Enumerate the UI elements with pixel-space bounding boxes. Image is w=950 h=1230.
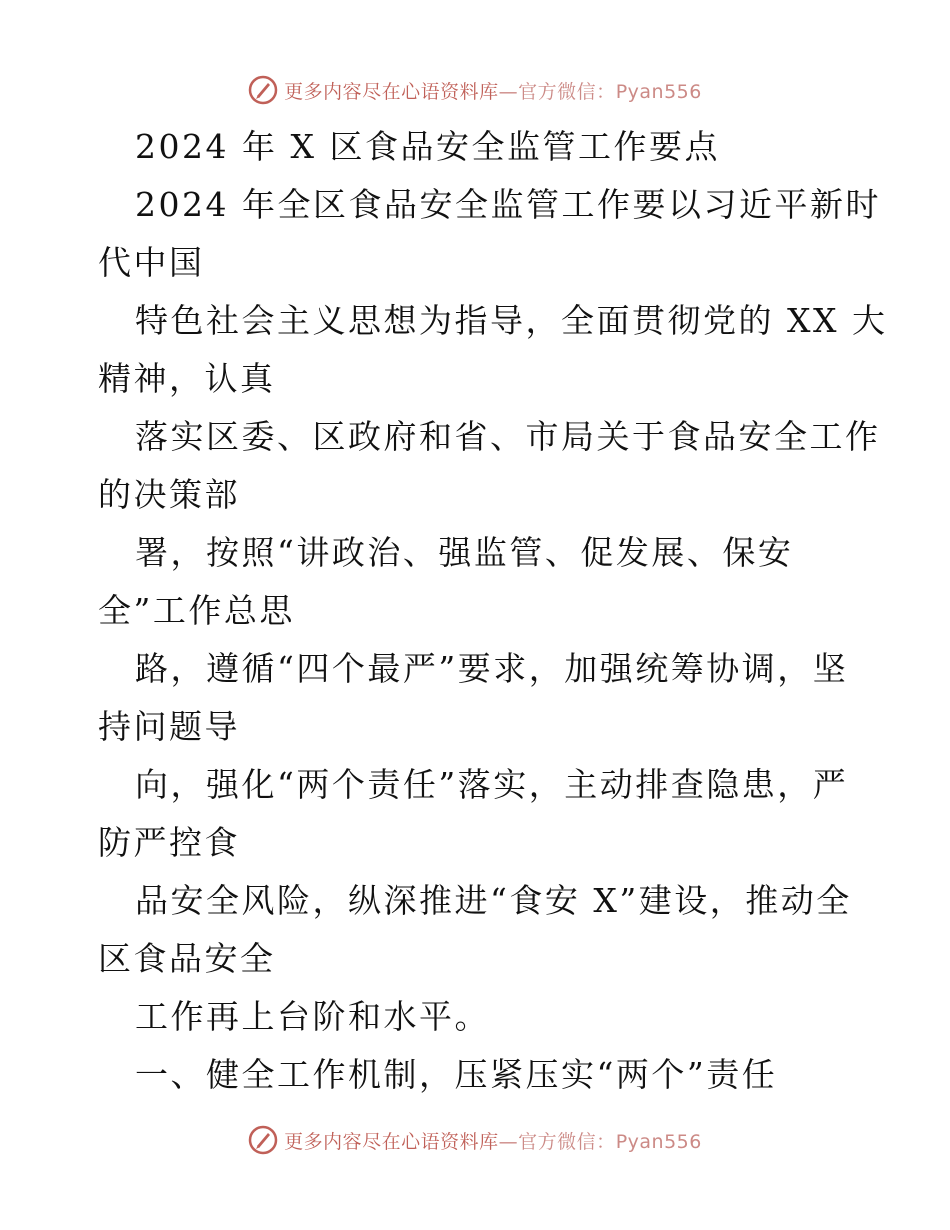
- paragraph-line: 署，按照“讲政治、强监管、促发展、保安: [135, 533, 794, 572]
- header-watermark: [0, 70, 950, 110]
- quill-circle-icon: [248, 1125, 278, 1155]
- paragraph-line: 2024 年全区食品安全监管工作要以习近平新时: [135, 185, 881, 224]
- watermark-text: 更多内容尽在心语资料库—官方微信：Pyan556: [284, 1130, 702, 1153]
- paragraph-line: 工作再上台阶和水平。: [135, 997, 490, 1036]
- footer-watermark: [0, 1120, 950, 1160]
- paragraph-line: 精神，认真: [98, 359, 276, 398]
- paragraph-line: 代中国: [98, 243, 205, 282]
- section-heading: 一、健全工作机制，压紧压实“两个”责任: [135, 1055, 778, 1094]
- paragraph-line: 全”工作总思: [98, 591, 295, 630]
- document-body: [98, 118, 888, 1104]
- paragraph-line: 路，遵循“四个最严”要求，加强统筹协调，坚: [135, 649, 849, 688]
- paragraph-line: 落实区委、区政府和省、市局关于食品安全工作: [135, 417, 881, 456]
- paragraph-line: 防严控食: [98, 823, 240, 862]
- document-title: 2024 年 X 区食品安全监管工作要点: [135, 127, 720, 166]
- quill-circle-icon: [248, 75, 278, 105]
- watermark-text: 更多内容尽在心语资料库—官方微信：Pyan556: [284, 80, 702, 103]
- paragraph-line: 品安全风险，纵深推进“食安 X”建设，推动全: [135, 881, 852, 920]
- paragraph-line: 持问题导: [98, 707, 240, 746]
- paragraph-line: 特色社会主义思想为指导，全面贯彻党的 XX 大: [135, 301, 888, 340]
- paragraph-line: 向，强化“两个责任”落实，主动排查隐患，严: [135, 765, 849, 804]
- paragraph-line: 的决策部: [98, 475, 240, 514]
- paragraph-line: 区食品安全: [98, 939, 276, 978]
